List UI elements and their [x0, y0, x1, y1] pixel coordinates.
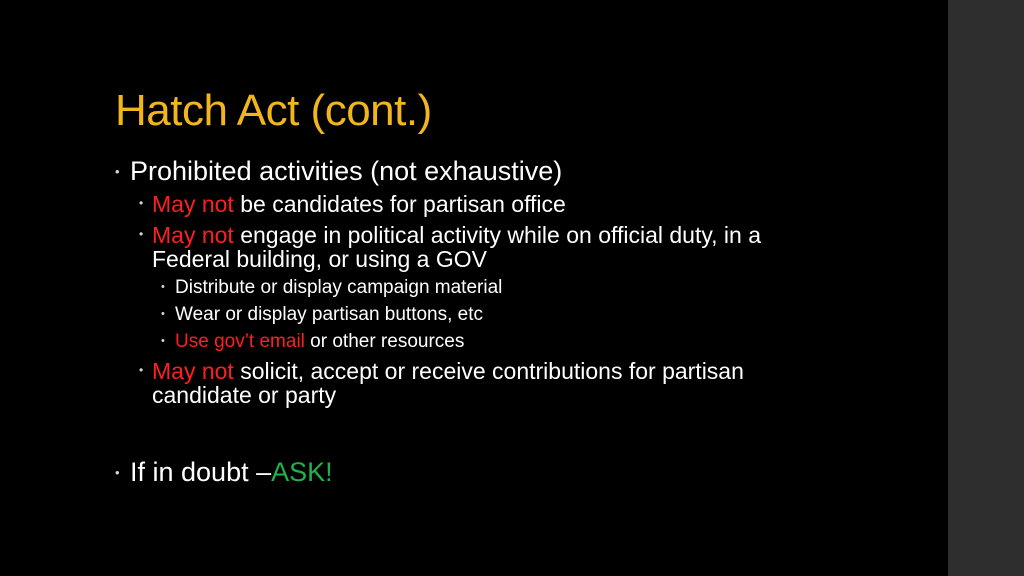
emphasis-use-gov-email: Use gov’t email [175, 331, 305, 352]
bullet-icon: • [115, 465, 120, 480]
bullet-use-gov-email [161, 330, 465, 354]
bullet-text: Wear or display partisan buttons, etc [175, 304, 484, 325]
emphasis-may-not: May not [152, 222, 234, 248]
bullet-text: If in doubt – [130, 457, 272, 487]
emphasis-may-not: May not [152, 358, 234, 384]
bullet-icon: • [161, 281, 165, 293]
bullet-text: solicit, accept or receive contributions for partisan candidate or party [152, 358, 744, 408]
bullet-distribute-campaign-material [161, 276, 503, 300]
bullet-text: engage in political activity while on official duty, in a Federal building, or using a GOV [152, 222, 761, 272]
bullet-text: or other resources [304, 331, 465, 352]
bullet-icon: • [139, 363, 144, 377]
bullet-may-not-political-activity [139, 222, 842, 272]
side-panel [948, 0, 1024, 576]
bullet-text: Distribute or display campaign material [175, 277, 503, 298]
bullet-text: be candidates for partisan office [233, 191, 566, 217]
emphasis-may-not: May not [152, 191, 234, 217]
bullet-icon: • [115, 164, 120, 179]
emphasis-ask: ASK! [271, 457, 333, 487]
bullet-text: Prohibited activities (not exhaustive) [130, 156, 563, 186]
bullet-wear-partisan-buttons [161, 303, 484, 327]
slide-title: Hatch Act (cont.) [115, 86, 432, 135]
bullet-if-in-doubt [115, 457, 333, 488]
bullet-prohibited-activities [115, 156, 563, 187]
bullet-icon: • [139, 227, 144, 241]
bullet-may-not-solicit [139, 358, 842, 408]
bullet-icon: • [139, 196, 144, 210]
bullet-may-not-candidates [139, 191, 842, 217]
bullet-icon: • [161, 308, 165, 320]
bullet-icon: • [161, 335, 165, 347]
